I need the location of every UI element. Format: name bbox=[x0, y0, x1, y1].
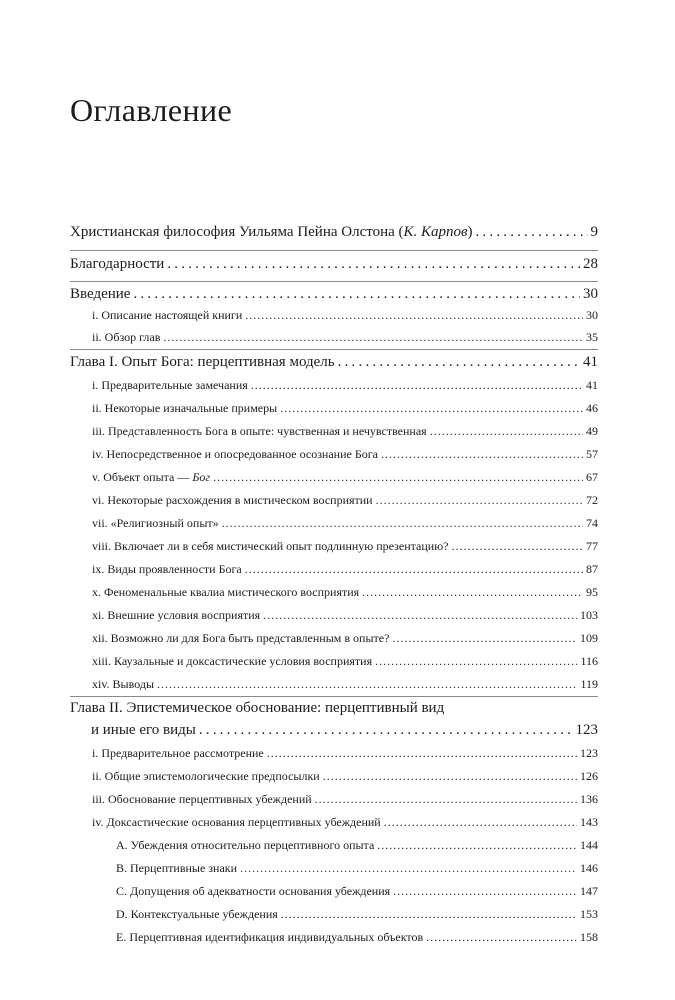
toc-subentry[interactable] bbox=[92, 493, 598, 510]
toc-page-number: 123 bbox=[580, 746, 598, 760]
toc-subentry[interactable] bbox=[92, 746, 598, 763]
toc-page-number: 136 bbox=[580, 792, 598, 806]
toc-leader-dots bbox=[362, 585, 583, 600]
toc-leader-dots bbox=[167, 256, 580, 273]
toc-entry-title: xiv. Выводы bbox=[92, 677, 155, 691]
toc-leader-dots bbox=[263, 608, 577, 623]
toc-entry-title: A. Убеждения относительно перцептивного опыта bbox=[116, 838, 375, 852]
toc-page-number: 67 bbox=[586, 470, 598, 484]
toc-page-number: 35 bbox=[586, 330, 598, 344]
toc-subentry[interactable] bbox=[92, 815, 598, 832]
toc-page-number: 41 bbox=[586, 378, 598, 392]
toc-subentry[interactable] bbox=[92, 424, 598, 441]
toc-page-number: 77 bbox=[586, 539, 598, 553]
toc-entry-title: ii. Обзор глав bbox=[92, 330, 161, 344]
toc-leader-dots bbox=[133, 286, 580, 303]
toc-leader-dots bbox=[157, 677, 577, 692]
toc-leader-dots bbox=[384, 815, 577, 830]
toc-subentry[interactable] bbox=[92, 308, 598, 325]
toc-page-number: 9 bbox=[590, 224, 598, 240]
toc-leader-dots bbox=[245, 562, 583, 577]
toc-leader-dots bbox=[281, 907, 577, 922]
toc-subentry[interactable] bbox=[92, 608, 598, 625]
toc-page-number: 109 bbox=[580, 631, 598, 645]
toc-page-number: 87 bbox=[586, 562, 598, 576]
toc-page-number: 72 bbox=[586, 493, 598, 507]
toc-entry-title: i. Предварительные замечания bbox=[92, 378, 248, 392]
toc-entry-title: ix. Виды проявленности Бога bbox=[92, 562, 242, 576]
toc-leader-dots bbox=[376, 493, 583, 508]
toc-page-number: 143 bbox=[580, 815, 598, 829]
toc-page-number: 30 bbox=[583, 286, 598, 302]
toc-leader-dots bbox=[426, 930, 577, 945]
toc-subentry[interactable] bbox=[92, 447, 598, 464]
toc-page-number: 74 bbox=[586, 516, 598, 530]
toc-page-number: 126 bbox=[580, 769, 598, 783]
toc-divider bbox=[70, 281, 598, 282]
toc-entry-title: viii. Включает ли в себя мистический опыт подлинную презентацию? bbox=[92, 539, 449, 553]
toc-entry-preface[interactable] bbox=[70, 224, 598, 244]
toc-leader-dots bbox=[393, 884, 577, 899]
toc-subsubentry[interactable] bbox=[116, 884, 598, 901]
toc-subentry[interactable] bbox=[92, 585, 598, 602]
toc-subentry[interactable] bbox=[92, 539, 598, 556]
toc-entry-title: C. Допущения об адекватности основания убеждения bbox=[116, 884, 391, 898]
toc-leader-dots bbox=[199, 722, 573, 739]
toc-entry-acknowledgements[interactable] bbox=[70, 256, 598, 276]
toc-page-number: 144 bbox=[580, 838, 598, 852]
toc-page-number: 28 bbox=[583, 256, 598, 272]
toc-subentry[interactable] bbox=[92, 792, 598, 809]
toc-subsubentry[interactable] bbox=[116, 907, 598, 924]
toc-entry-title: xi. Внешние условия восприятия bbox=[92, 608, 261, 622]
toc-page-number: 41 bbox=[583, 354, 598, 370]
toc-page-number: 158 bbox=[580, 930, 598, 944]
toc-entry-title: vi. Некоторые расхождения в мистическом восприятии bbox=[92, 493, 373, 507]
toc-divider bbox=[70, 349, 598, 350]
toc-subentry[interactable] bbox=[92, 378, 598, 395]
toc-subsubentry[interactable] bbox=[116, 861, 598, 878]
toc-leader-dots bbox=[240, 861, 577, 876]
toc-subentry[interactable] bbox=[92, 470, 598, 487]
toc-leader-dots bbox=[377, 838, 577, 853]
toc-leader-dots bbox=[315, 792, 577, 807]
toc-leader-dots bbox=[323, 769, 577, 784]
toc-leader-dots bbox=[392, 631, 577, 646]
toc-page-number: 147 bbox=[580, 884, 598, 898]
table-of-contents bbox=[70, 0, 598, 1000]
toc-leader-dots bbox=[163, 330, 583, 345]
toc-leader-dots bbox=[452, 539, 584, 554]
page-title: Оглавление bbox=[70, 92, 233, 128]
toc-subsubentry[interactable] bbox=[116, 930, 598, 947]
toc-entry-chapter-1[interactable] bbox=[70, 354, 598, 374]
toc-entry-title: vii. «Религиозный опыт» bbox=[92, 516, 219, 530]
toc-entry-title: xii. Возможно ли для Бога быть представленным в опыте? bbox=[92, 631, 390, 645]
toc-leader-dots bbox=[381, 447, 583, 462]
toc-leader-dots bbox=[222, 516, 583, 531]
toc-entry-title: i. Описание настоящей книги bbox=[92, 308, 243, 322]
toc-subentry[interactable] bbox=[92, 516, 598, 533]
toc-entry-chapter-2-line1[interactable]: Глава II. Эпистемическое обоснование: перцептивный вид bbox=[70, 700, 445, 716]
toc-leader-dots bbox=[375, 654, 577, 669]
toc-page-number: 146 bbox=[580, 861, 598, 875]
toc-leader-dots bbox=[213, 470, 583, 485]
toc-divider bbox=[70, 250, 598, 251]
toc-leader-dots bbox=[475, 224, 587, 241]
toc-divider bbox=[70, 696, 598, 697]
toc-leader-dots bbox=[430, 424, 583, 439]
toc-entry-title: x. Феноменальные квалиа мистического восприятия bbox=[92, 585, 360, 599]
toc-entry-title: ii. Некоторые изначальные примеры bbox=[92, 401, 278, 415]
toc-entry-title: i. Предварительное рассмотрение bbox=[92, 746, 264, 760]
toc-subsubentry[interactable] bbox=[116, 838, 598, 855]
toc-entry-title: и иные его виды bbox=[91, 722, 196, 738]
toc-leader-dots bbox=[251, 378, 583, 393]
toc-leader-dots bbox=[245, 308, 583, 323]
toc-entry-title: iv. Доксастические основания перцептивных убеждений bbox=[92, 815, 381, 829]
toc-entry-title: iii. Обоснование перцептивных убеждений bbox=[92, 792, 312, 806]
toc-entry-title: D. Контекстуальные убеждения bbox=[116, 907, 278, 921]
toc-page-number: 30 bbox=[586, 308, 598, 322]
toc-leader-dots bbox=[280, 401, 583, 416]
toc-subentry[interactable] bbox=[92, 677, 598, 694]
toc-leader-dots bbox=[267, 746, 577, 761]
toc-subentry[interactable] bbox=[92, 330, 598, 347]
toc-entry-title: Христианская философия Уильяма Пейна Олстона (К. Карпов) bbox=[70, 224, 473, 240]
toc-subentry[interactable] bbox=[92, 631, 598, 648]
toc-subentry[interactable] bbox=[92, 401, 598, 418]
toc-entry-title: Глава I. Опыт Бога: перцептивная модель bbox=[70, 354, 335, 370]
toc-page-number: 103 bbox=[580, 608, 598, 622]
toc-page-number: 153 bbox=[580, 907, 598, 921]
toc-subentry[interactable] bbox=[92, 654, 598, 671]
toc-entry-introduction[interactable] bbox=[70, 286, 598, 306]
toc-entry-title: iii. Представленность Бога в опыте: чувственная и нечувственная bbox=[92, 424, 427, 438]
toc-page-number: 57 bbox=[586, 447, 598, 461]
toc-page-number: 49 bbox=[586, 424, 598, 438]
toc-entry-title: Введение bbox=[70, 286, 131, 302]
toc-page-number: 116 bbox=[580, 654, 598, 668]
toc-entry-title: ii. Общие эпистемологические предпосылки bbox=[92, 769, 320, 783]
toc-page-number: 95 bbox=[586, 585, 598, 599]
toc-subentry[interactable] bbox=[92, 562, 598, 579]
toc-entry-title: iv. Непосредственное и опосредованное осознание Бога bbox=[92, 447, 378, 461]
toc-entry-author: К. Карпов bbox=[403, 224, 468, 240]
toc-page-number: 46 bbox=[586, 401, 598, 415]
toc-leader-dots bbox=[338, 354, 580, 371]
toc-entry-title: v. Объект опыта — Бог bbox=[92, 470, 211, 484]
toc-entry-chapter-2[interactable] bbox=[91, 722, 598, 742]
toc-subentry[interactable] bbox=[92, 769, 598, 786]
toc-entry-title: B. Перцептивные знаки bbox=[116, 861, 238, 875]
toc-entry-title: xiii. Каузальные и доксастические условия восприятия bbox=[92, 654, 373, 668]
toc-page-number: 119 bbox=[580, 677, 598, 691]
toc-entry-title: Благодарности bbox=[70, 256, 165, 272]
toc-entry-title: E. Перцептивная идентификация индивидуальных объектов bbox=[116, 930, 424, 944]
toc-page-number: 123 bbox=[575, 722, 598, 738]
